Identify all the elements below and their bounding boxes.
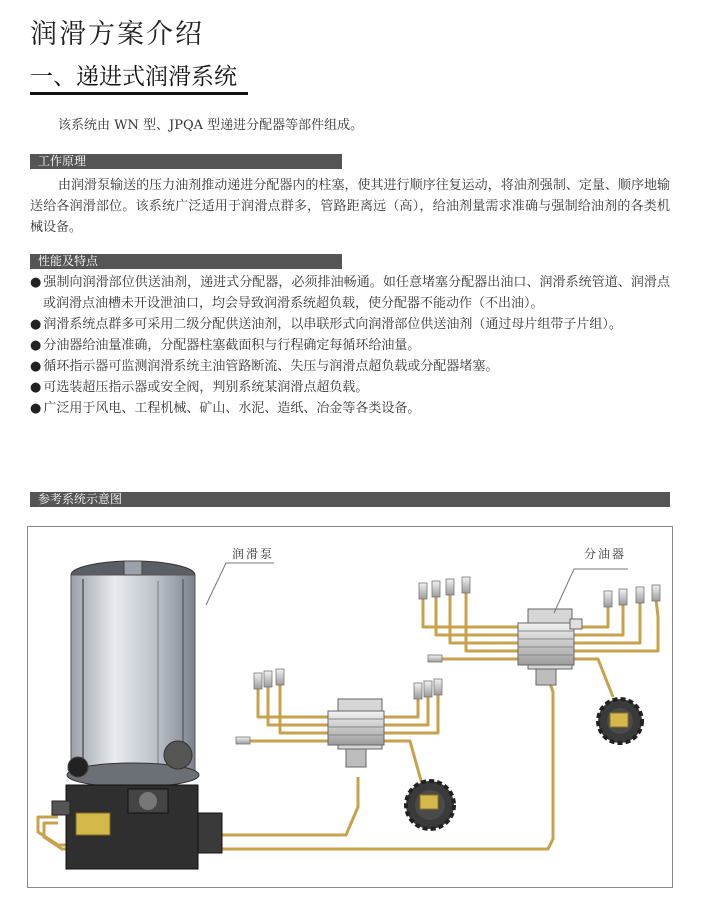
feature-item: ● 可选装超压指示器或安全阀，判别系统某润滑点超负载。 [30,377,670,398]
system-diagram [27,526,673,888]
gear-right [598,699,642,743]
principle-text: 由润滑泵输送的压力油剂推动递进分配器内的柱塞，使其进行顺序往复运动，将油剂强制、定量、顺序地输送给各润滑部位。该系统广泛适用于润滑点群多，管路距离远（高），给油剂量需求准确与强制给油剂的各类机械设备。 [30,178,670,235]
gear-left [406,781,454,829]
lubrication-pump [52,561,222,869]
features-list [30,272,670,419]
feature-item: ● 循环指示器可监测润滑系统主油管路断流、失压与润滑点超负载或分配器堵塞。 [30,356,670,377]
section-rule [30,92,248,95]
feature-item: ● 广泛用于风电、工程机械、矿山、水泥、造纸、冶金等各类设备。 [30,398,670,419]
section-title: 一、递进式润滑系统 [30,64,237,90]
callout-lines [206,563,628,613]
distributor-right [518,609,582,685]
system-illustration [28,527,673,888]
feature-item: ● 强制向润滑部位供送油剂，递进式分配器，必须排油畅通。如任意堵塞分配器出油口、润滑系统管道、润滑点或润滑点油槽未开设泄油口，均会导致润滑系统超负载，使分配器不能动作（不出油）。 [30,272,670,314]
pump-label: 润滑泵 [232,547,275,561]
page-title: 润滑方案介绍 [30,19,204,50]
features-heading: 性能及特点 [30,254,342,269]
diagram-heading: 参考系统示意图 [30,492,670,507]
distributor-left [328,699,384,767]
intro-text: 该系统由 WN 型、JPQA 型递进分配器等部件组成。 [58,118,364,133]
distributor-label: 分油器 [584,547,627,561]
feature-item: ● 分油器给油量准确，分配器柱塞截面积与行程确定每循环给油量。 [30,335,670,356]
feature-item: ● 润滑系统点群多可采用二级分配供送油剂，以串联形式向润滑部位供送油剂（通过母片组带子片组）。 [30,314,670,335]
principle-heading: 工作原理 [30,154,342,169]
